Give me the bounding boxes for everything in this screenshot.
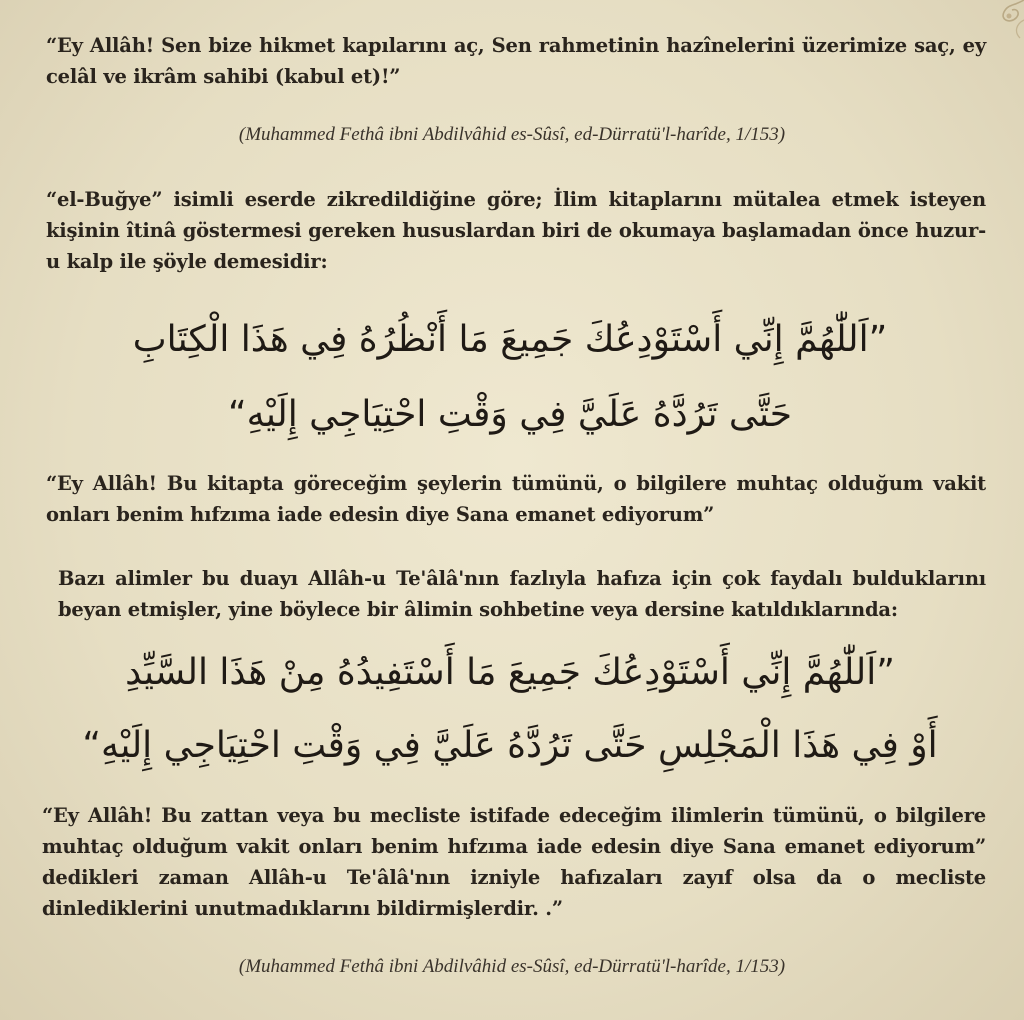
source-citation-2: (Muhammed Fethâ ibni Abdilvâhid es-Sûsî, ed-Dürratü'l-harîde, 1/153) [238,956,786,977]
dua-translation-opening: “Ey Allâh! Sen bize hikmet kapılarını aç, Sen rahmetinin hazînelerini üzerimize saç, ey celâl ve ikrâm sahibi (kabul et)!” [46,34,986,88]
dua-2-translation: “Ey Allâh! Bu zattan veya bu mecliste istifade edeceğim ilimlerin tümünü, o bilgilere muhtaç olduğum vakit onları benim hıfzıma iade edesin diye Sana emanet ediyorum” dedikleri zaman Allâh-u Te'âlâ'nın izniyle hafızaları zayıf olsa da o mecliste dinlediklerini unutmadıklarını bildirmişlerdir. .” [42,804,986,920]
arabic-dua-2-line-2: أَوْ فِي هَذَا الْمَجْلِسِ حَتَّى تَرُدَّهُ عَلَيَّ فِي وَقْتِ احْتِيَاجِي إِلَيْهِ“ [82,725,938,766]
arabic-dua-1-line-2: حَتَّى تَرُدَّهُ عَلَيَّ فِي وَقْتِ احْتِيَاجِي إِلَيْهِ“ [227,394,793,435]
arabic-dua-2-line-1: ”اَللّٰهُمَّ إِنِّي أَسْتَوْدِعُكَ جَمِيعَ مَا أَسْتَفِيدُهُ مِنْ هَذَا السَّيِّدِ [125,652,895,693]
scholars-paragraph: Bazı alimler bu duayı Allâh-u Te'âlâ'nın fazlıyla hafıza için çok faydalı bulduklarını beyan etmişler, yine böylece bir âlimin sohbetine veya dersine katıldıklarında: [58,567,986,621]
intro-paragraph-el-bugye: “el-Buğye” isimli eserde zikredildiğine göre; İlim kitaplarını mütalea etmek isteyen kişinin îtinâ göstermesi gereken hususlardan biri de okumaya başlamadan önce huzur-u kalp ile şöyle demesidir: [46,188,986,273]
arabic-dua-1-line-1: ”اَللّٰهُمَّ إِنِّي أَسْتَوْدِعُكَ جَمِيعَ مَا أَنْظُرُهُ فِي هَذَا الْكِتَابِ [132,319,888,360]
source-citation-1: (Muhammed Fethâ ibni Abdilvâhid es-Sûsî, ed-Dürratü'l-harîde, 1/153) [238,124,786,145]
dua-1-translation: “Ey Allâh! Bu kitapta göreceğim şeylerin tümünü, o bilgilere muhtaç olduğum vakit onları benim hıfzıma iade edesin diye Sana emanet ediyorum” [46,472,986,526]
